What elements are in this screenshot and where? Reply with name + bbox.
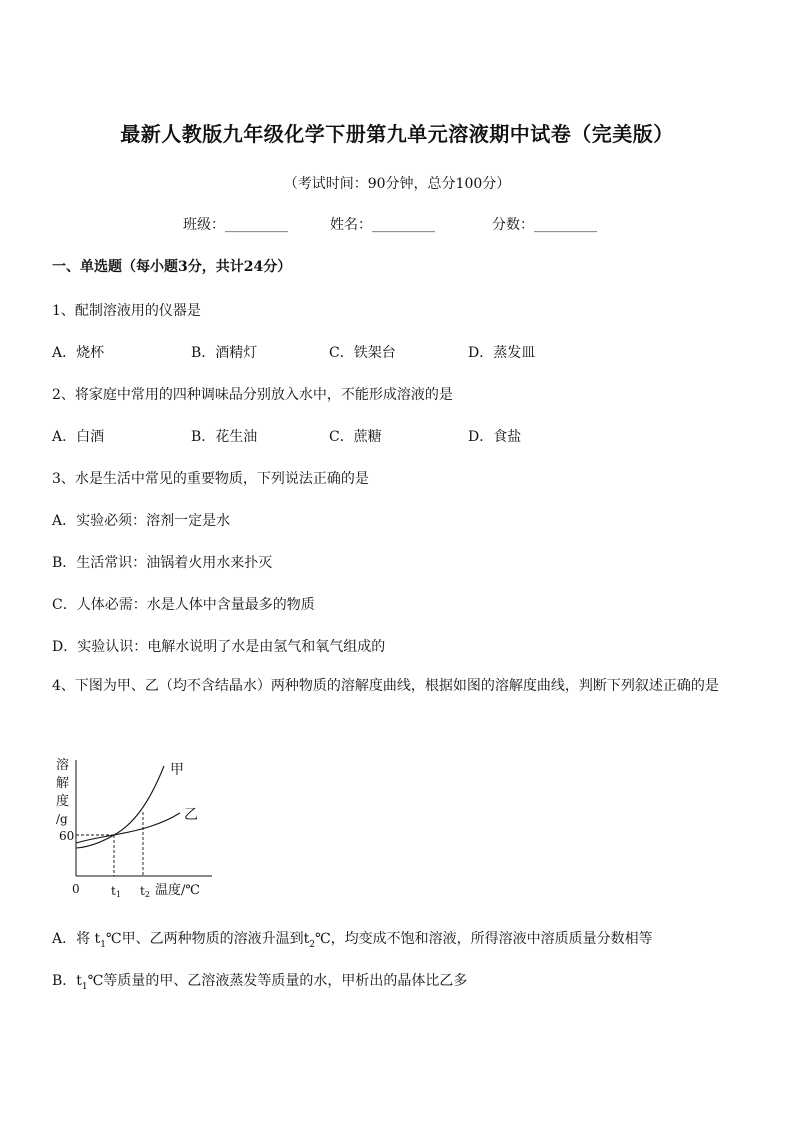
- name-field: 姓名：_________: [330, 217, 435, 233]
- curve-yi-label: 乙: [184, 807, 198, 823]
- t2-label: t2: [140, 884, 150, 899]
- y-axis-label-2: 解: [56, 776, 70, 791]
- section-heading: 一、单选题（每小题3分，共计24分）: [52, 259, 292, 275]
- q2-option-d: D．食盐: [468, 429, 522, 445]
- q1-option-a: A．烧杯: [52, 345, 105, 361]
- q3-option-d: D．实验认识：电解水说明了水是由氢气和氧气组成的: [52, 639, 386, 655]
- q4-option-a: A．将 $t_1℃$甲、乙两种物质的溶液升温到$t_2℃$，均变成不饱和溶液，所得溶液中溶质质量分数相等: [52, 931, 653, 950]
- q1-stem: 1、配制溶液用的仪器是: [52, 303, 201, 319]
- q1-option-c: C．铁架台: [329, 345, 396, 361]
- exam-title: 最新人教版九年级化学下册第九单元溶液期中试卷（完美版）: [120, 122, 674, 146]
- q2-option-a: A．白酒: [52, 429, 105, 445]
- t1-label: t1: [111, 884, 121, 899]
- curve-jia: [76, 766, 164, 848]
- score-field: 分数：_________: [492, 217, 597, 233]
- q1-option-d: D．蒸发皿: [468, 345, 536, 361]
- q3-stem: 3、水是生活中常见的重要物质，下列说法正确的是: [52, 471, 369, 487]
- x-axis-label: 温度/℃: [155, 883, 200, 898]
- q3-option-a: A．实验必须：溶剂一定是水: [52, 513, 231, 529]
- solubility-curve-figure: [52, 748, 222, 903]
- q3-option-c: C．人体必需：水是人体中含量最多的物质: [52, 597, 315, 613]
- y-axis-unit: /g: [56, 812, 68, 826]
- q4-stem: 4、下图为甲、乙（均不含结晶水）两种物质的溶解度曲线，根据如图的溶解度曲线，判断下列叙述正确的是: [52, 678, 719, 694]
- origin-label: 0: [72, 882, 80, 896]
- class-field: 班级：_________: [183, 217, 288, 233]
- q1-option-b: B．酒精灯: [191, 345, 258, 361]
- y-axis-label-3: 度: [56, 794, 70, 809]
- exam-subtitle: （考试时间：90分钟，总分100分）: [283, 176, 511, 192]
- q2-stem: 2、将家庭中常用的四种调味品分别放入水中，不能形成溶液的是: [52, 387, 453, 403]
- q3-option-b: B．生活常识：油锅着火用水来扑灭: [52, 555, 273, 571]
- y-axis-label-1: 溶: [56, 758, 70, 773]
- y-tick-60: 60: [59, 829, 75, 843]
- q2-option-c: C．蔗糖: [329, 429, 382, 445]
- q2-option-b: B．花生油: [191, 429, 258, 445]
- curve-yi: [76, 813, 180, 843]
- q4-option-b: B．$t_1℃$等质量的甲、乙溶液蒸发等质量的水，甲析出的晶体比乙多: [52, 973, 468, 992]
- curve-jia-label: 甲: [170, 762, 184, 778]
